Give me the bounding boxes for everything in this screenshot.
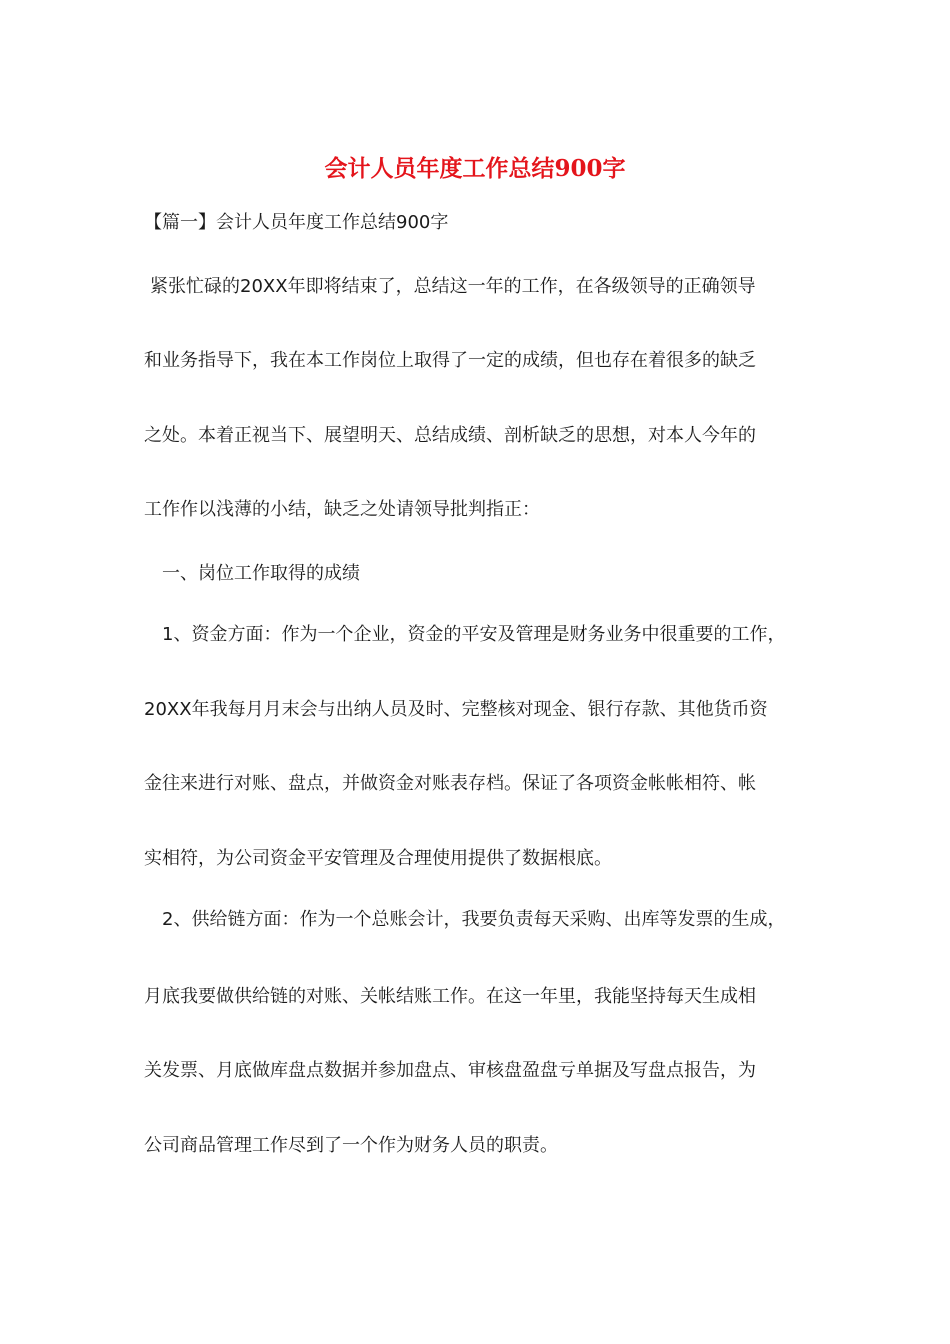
paragraph-line: 关发票、月底做库盘点数据并参加盘点、审核盘盈盘亏单据及写盘点报告，为 — [144, 1060, 756, 1081]
subsection-heading: 一、岗位工作取得的成绩 — [162, 563, 360, 584]
paragraph-line: 公司商品管理工作尽到了一个作为财务人员的职责。 — [144, 1135, 558, 1156]
paragraph-line: 紧张忙碌的20XX年即将结束了，总结这一年的工作，在各级领导的正确领导 — [150, 276, 756, 297]
paragraph-line: 2、供给链方面：作为一个总账会计，我要负责每天采购、出库等发票的生成， — [162, 909, 786, 930]
paragraph-line: 实相符，为公司资金平安管理及合理使用提供了数据根底。 — [144, 848, 612, 869]
paragraph-line: 工作作以浅薄的小结，缺乏之处请领导批判指正： — [144, 499, 540, 520]
paragraph-line: 月底我要做供给链的对账、关帐结账工作。在这一年里，我能坚持每天生成相 — [144, 986, 756, 1007]
paragraph-line: 1、资金方面：作为一个企业，资金的平安及管理是财务业务中很重要的工作， — [162, 624, 786, 645]
section-heading: 【篇一】会计人员年度工作总结900字 — [144, 212, 449, 233]
paragraph-line: 和业务指导下，我在本工作岗位上取得了一定的成绩，但也存在着很多的缺乏 — [144, 350, 756, 371]
document-title: 会计人员年度工作总结900字 — [324, 155, 626, 182]
paragraph-line: 之处。本着正视当下、展望明天、总结成绩、剖析缺乏的思想，对本人今年的 — [144, 425, 756, 446]
paragraph-line: 金往来进行对账、盘点，并做资金对账表存档。保证了各项资金帐帐相符、帐 — [144, 773, 756, 794]
paragraph-line: 20XX年我每月月末会与出纳人员及时、完整核对现金、银行存款、其他货币资 — [144, 699, 768, 720]
